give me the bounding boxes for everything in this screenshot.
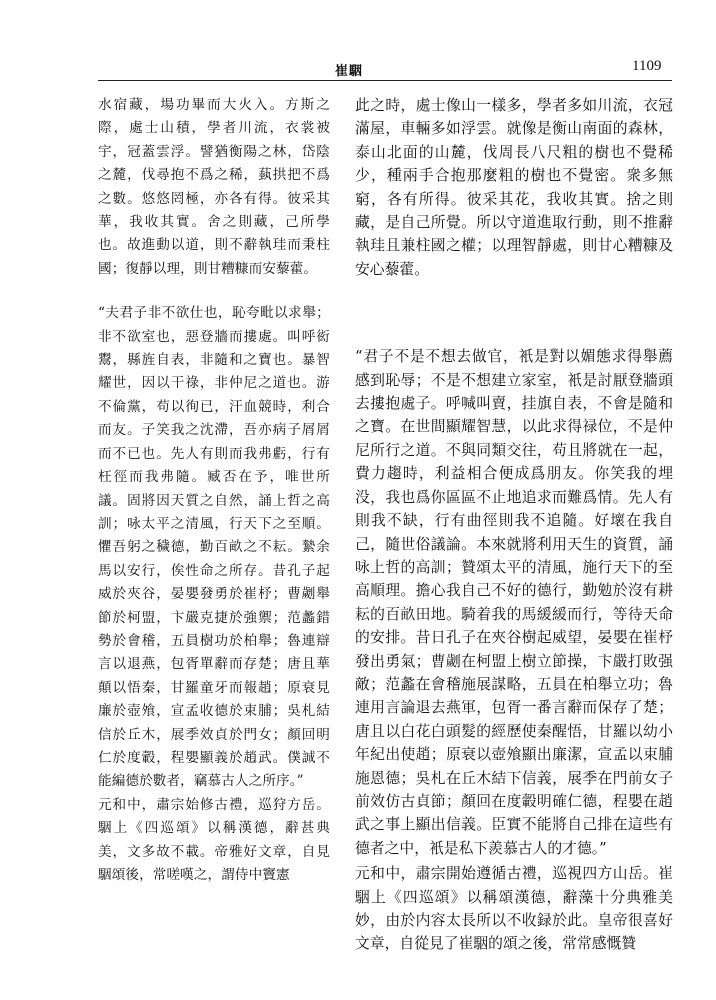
- page-number: 1109: [632, 58, 662, 74]
- translation-paragraph-2: “君子不是不想去做官，衹是對以媚態求得舉薦感到恥辱；不是不想建立家室，衹是討厭登牆頭去摟抱處子。呼喊叫賣，挂旗自表，不會是隨和之寶。在世間顯耀智慧，以此求得禄位，不是仲尼所行之道。不與同類交往，苟且將就在一起，費力趨時，利益相合便成爲朋友。你笑我的埋没，我也爲你區區不止地追求而難爲情。先人有則我不缺，行有曲徑則我不追隨。好壞在我自己，隨世俗議論。本來就將利用天生的資質，誦咏上哲的高訓；贊頌太平的清風，施行天下的至高順理。擔心我自己不好的德行，勤勉於沒有耕耘的百畝田地。騎着我的馬緩緩而行，等待天命的安排。昔日孔子在夾谷樹起威望，晏嬰在崔杼發出勇氣；曹劌在柯盟上樹立節操，卞嚴打敗强敵；范蠡在會稽施展謀略，五員在柏舉立功；魯連用言論退去燕軍，包胥一番言辭而保存了楚；唐且以白花白頭髮的經歷使秦醒悟，甘羅以幼小年紀出使趙；原衰以壺飧顯出廉潔，宣孟以束脯施恩德；吳札在丘木結下信義，展季在門前女子前效仿古貞節；顏回在度轂明確仁德，程嬰在趙武之事上顯出信義。臣實不能將自己排在這些有德者之中，衹是私下羨慕古人的才德。”: [355, 348, 673, 857]
- original-paragraph-3: 元和中，肅宗始修古禮，巡狩方岳。駰上《四巡頌》以稱漢德，辭甚典美，文多故不載。帝雅好文章，自見駰頌後，常嗟嘆之，謂侍中竇憲: [98, 796, 330, 883]
- header-divider: [98, 80, 672, 81]
- running-title: 崔駰: [335, 64, 364, 79]
- translation-paragraph-1: 此之時，處士像山一樣多，學者多如川流，衣冠滿屋，車輛多如浮雲。就像是衡山南面的森林，泰山北面的山麓，伐周長八尺粗的樹也不覺稀少，種兩手合抱那麼粗的樹也不覺密。衆多無窮，各有所得。彼采其花，我收其實。捨之則藏，是自己所覺。所以守道進取行動，則不推辭執珪且兼柱國之權；以理智靜處，則甘心糟糠及安心藜藿。: [355, 97, 673, 278]
- paragraph-spacer: [355, 281, 673, 345]
- paragraph-spacer: [98, 281, 330, 302]
- page-header: [0, 52, 716, 82]
- original-paragraph-2: “夫君子非不欲仕也，恥夸毗以求舉；非不欲室也，惡登牆而摟處。叫呼衒鬻，縣旌自表，非隨和之寶也。暴智耀世，因以干祿，非仲尼之道也。游不倫黨，苟以徇已，汗血競時，利合而友。子笑我之沈滯，吾亦病子屑屑而不已也。先人有則而我弗虧，行有枉徑而我弗隨。臧否在予，唯世所議。固將因天質之自然，誦上哲之高訓；咏太平之清風，行天下之至順。懼吾躬之穢德，勤百畝之不耘。縶余馬以安行，俟性命之所存。昔孔子起威於夾谷，晏嬰發勇於崔杼；曹劌舉節於柯盟，卞嚴克捷於強禦；范蠡錯勢於會稽，五員樹功於柏舉；魯連辯言以退燕，包胥單辭而存楚；唐且華顛以悟秦，甘羅童牙而報趙；原衰見廉於壺飧，宣孟收德於束脯；吳札結信於丘木，展季效貞於門女；顏回明仁於度轂，程嬰顯義於趙武。僕誠不能編德於數者，竊慕古人之所序。”: [98, 305, 330, 790]
- translation-column: [355, 94, 673, 956]
- original-paragraph-1: 水宿藏，場功畢而大火入。方斯之際，處士山積，學者川流，衣裳被宇，冠蓋雲浮。譬猶衡陽之林，岱陰之麓，伐尋抱不爲之稀，蓺拱把不爲之數。悠悠罔極，亦各有得。彼采其華，我收其實。舍之則藏，己所學也。故進動以道，則不辭執珪而秉柱國；復靜以理，則甘糟糠而安藜藿。: [98, 97, 330, 277]
- original-text-column: [98, 94, 330, 887]
- translation-paragraph-3: 元和中，肅宗開始遵循古禮，巡視四方山岳。崔駰上《四巡頌》以稱頌漢德，辭藻十分典雅美妙，由於内容太長所以不收録於此。皇帝很喜好文章，自從見了崔駰的頌之後，常常感慨贊: [355, 865, 673, 953]
